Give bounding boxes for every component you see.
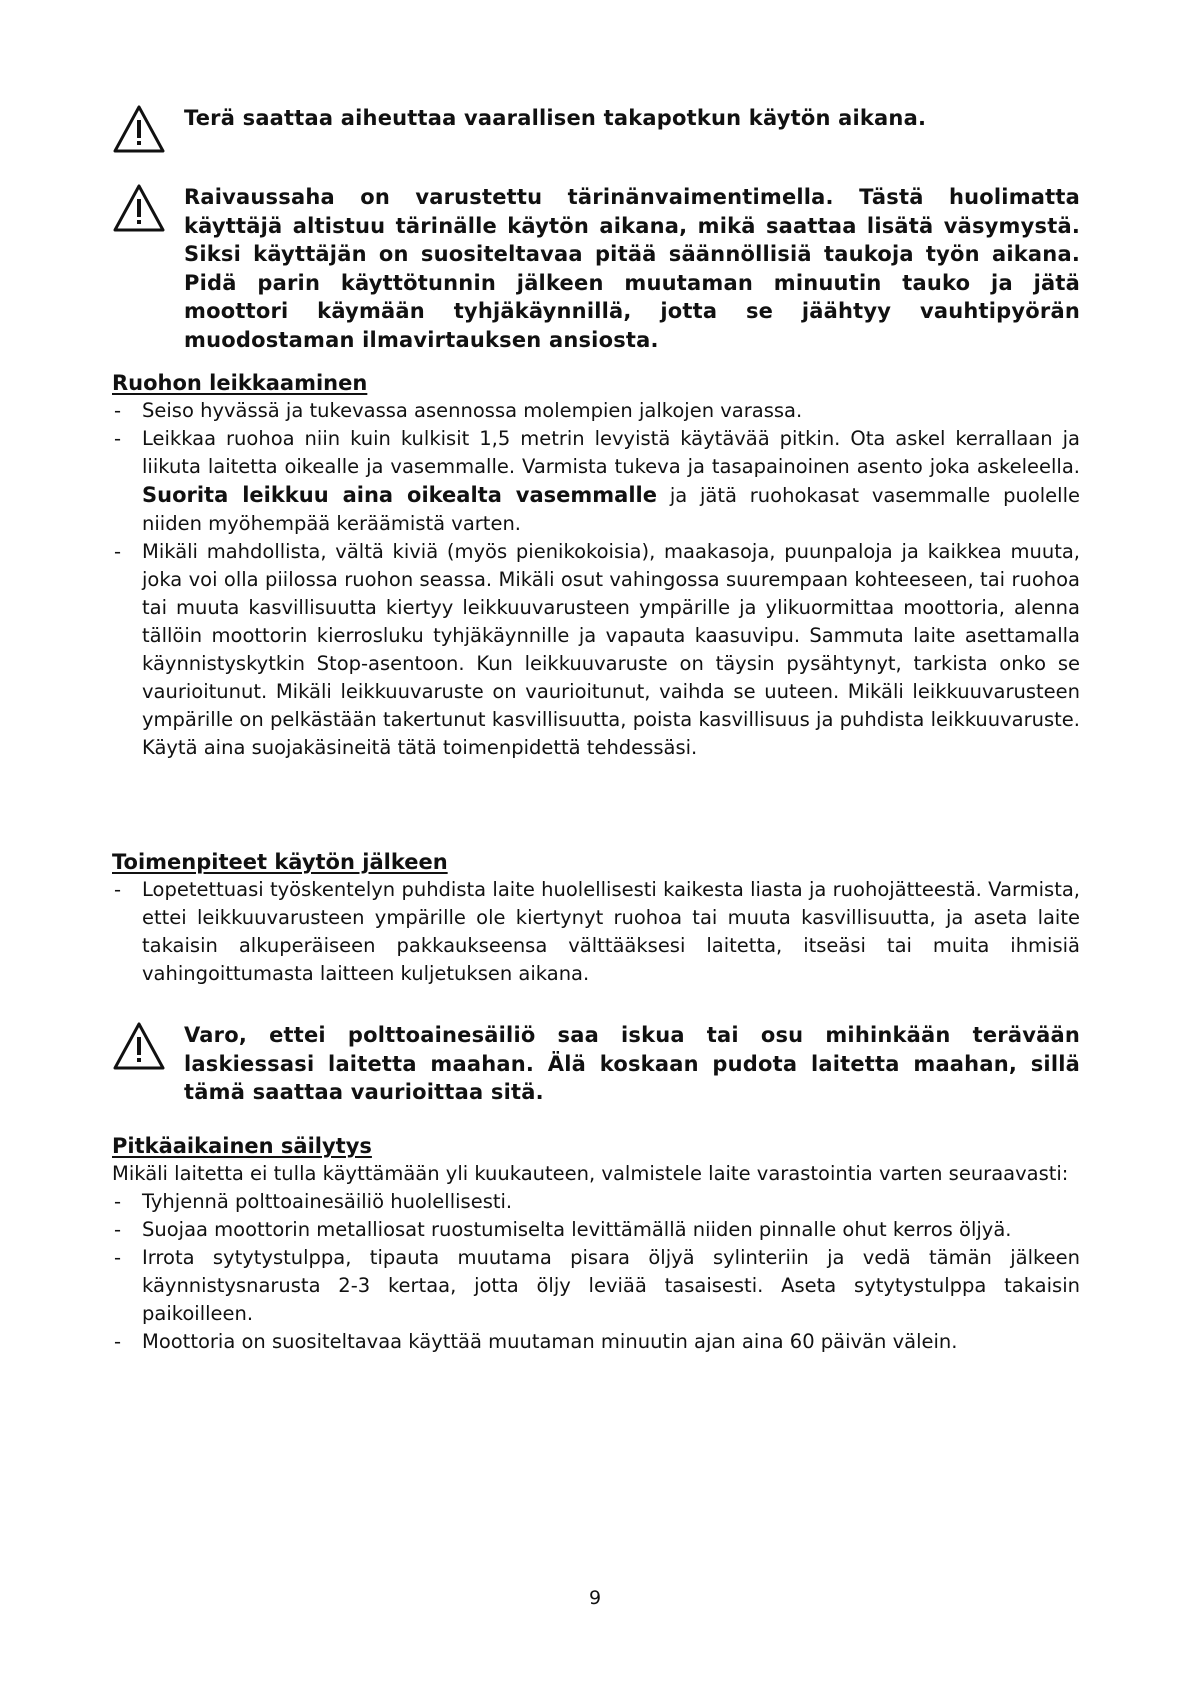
list-item: - Seiso hyvässä ja tukevassa asennossa molempien jalkojen varassa. — [112, 397, 1080, 425]
list-item-text: Leikkaa ruohoa niin kuin kulkisit 1,5 metrin levyistä käytävää pitkin. Ota askel kerrallaan ja liikuta laitetta oikealle ja vasemmalle. Varmista tukeva ja tasapainoinen asento joka askeleella. — [142, 427, 1080, 478]
list-item: - Irrota sytytystulppa, tipauta muutama pisara öljyä sylinteriin ja vedä tämän jälkeen käynnistysnarusta 2-3 kertaa, jotta öljy leviää tasaisesti. Aseta sytytystulppa takaisin paikoilleen. — [112, 1244, 1080, 1328]
section-mowing — [112, 369, 1080, 762]
section-heading: Toimenpiteet käytön jälkeen — [112, 850, 448, 874]
page-number: 9 — [588, 1587, 602, 1609]
warning-text: Varo, ettei polttoainesäiliö saa iskua tai osu mihinkään terävään laskiessasi laitetta maahan. Älä koskaan pudota laitetta maahan, sillä tämä saattaa vaurioittaa sitä. — [184, 1023, 1080, 1104]
storage-intro: Mikäli laitetta ei tulla käyttämään yli kuukauteen, valmistele laite varastointia varten seuraavasti: — [112, 1162, 1069, 1185]
warning-triangle-icon — [112, 183, 166, 233]
section-after-use — [112, 848, 1080, 988]
emphasis-text: Suorita leikkuu aina oikealta vasemmalle — [142, 483, 657, 507]
list-item-text: ja jätä ruohokasat vasemmalle puolelle niiden myöhempää keräämistä varten. — [142, 484, 1080, 535]
warning-vibration — [112, 183, 1080, 354]
after-use-list — [112, 876, 1080, 988]
section-heading: Pitkäaikainen säilytys — [112, 1134, 372, 1158]
mowing-list — [112, 397, 1080, 762]
warning-triangle-icon — [112, 1021, 166, 1071]
warning-kickback — [112, 104, 1080, 133]
warning-text: Raivaussaha on varustettu tärinänvaimentimella. Tästä huolimatta käyttäjä altistuu tärinälle käytön aikana, mikä saattaa lisätä väsymystä. Siksi käyttäjän on suositeltavaa pitää säännöllisiä taukoja työn aikana. Pidä parin käyttötunnin jälkeen muutaman minuutin tauko ja jätä moottori käymään tyhjäkäynnillä, jotta se jäähtyy vauhtipyörän muodostaman ilmavirtauksen ansiosta. — [184, 185, 1080, 352]
list-item: - Lopetettuasi työskentelyn puhdista laite huolellisesti kaikesta liasta ja ruohojätteestä. Varmista, ettei leikkuuvarusteen ympärille ole kiertynyt ruohoa tai muuta kasvillisuutta, ja aseta laite takaisin alkuperäiseen pakkaukseensa välttääksesi laitetta, itseäsi tai muita ihmisiä vahingoittumasta laitteen kuljetuksen aikana. — [112, 876, 1080, 988]
warning-fuel-tank — [112, 1021, 1080, 1107]
section-storage — [112, 1132, 1080, 1356]
list-item: - Mikäli mahdollista, vältä kiviä (myös pienikokoisia), maakasoja, puunpaloja ja kaikkea muuta, joka voi olla piilossa ruohon seassa. Mikäli osut vahingossa suurempaan kohteeseen, tai ruohoa tai muuta kasvillisuutta kiertyy leikkuuvarusteen ympärille ja ylikuormittaa moottoria, alenna tällöin moottorin kierrosluku tyhjäkäynnille ja vapauta kaasuvipu. Sammuta laite asettamalla käynnistyskytkin Stop-asentoon. Kun leikkuuvaruste on täysin pysähtynyt, tarkista onko se vaurioitunut. Mikäli leikkuuvaruste on vaurioitunut, vaihda se uuteen. Mikäli leikkuuvarusteen ympärille on pelkästään takertunut kasvillisuutta, poista kasvillisuus ja puhdista leikkuuvaruste. Käytä aina suojakäsineitä tätä toimenpidettä tehdessäsi. — [112, 538, 1080, 762]
warning-triangle-icon — [112, 104, 166, 154]
warning-text: Terä saattaa aiheuttaa vaarallisen takapotkun käytön aikana. — [184, 106, 927, 130]
section-heading: Ruohon leikkaaminen — [112, 371, 368, 395]
list-item: - Tyhjennä polttoainesäiliö huolellisesti. — [112, 1188, 1080, 1216]
list-item: - Moottoria on suositeltavaa käyttää muutaman minuutin ajan aina 60 päivän välein. — [112, 1328, 1080, 1356]
list-item — [112, 425, 1080, 538]
list-item: - Suojaa moottorin metalliosat ruostumiselta levittämällä niiden pinnalle ohut kerros öljyä. — [112, 1216, 1080, 1244]
storage-list — [112, 1188, 1080, 1356]
